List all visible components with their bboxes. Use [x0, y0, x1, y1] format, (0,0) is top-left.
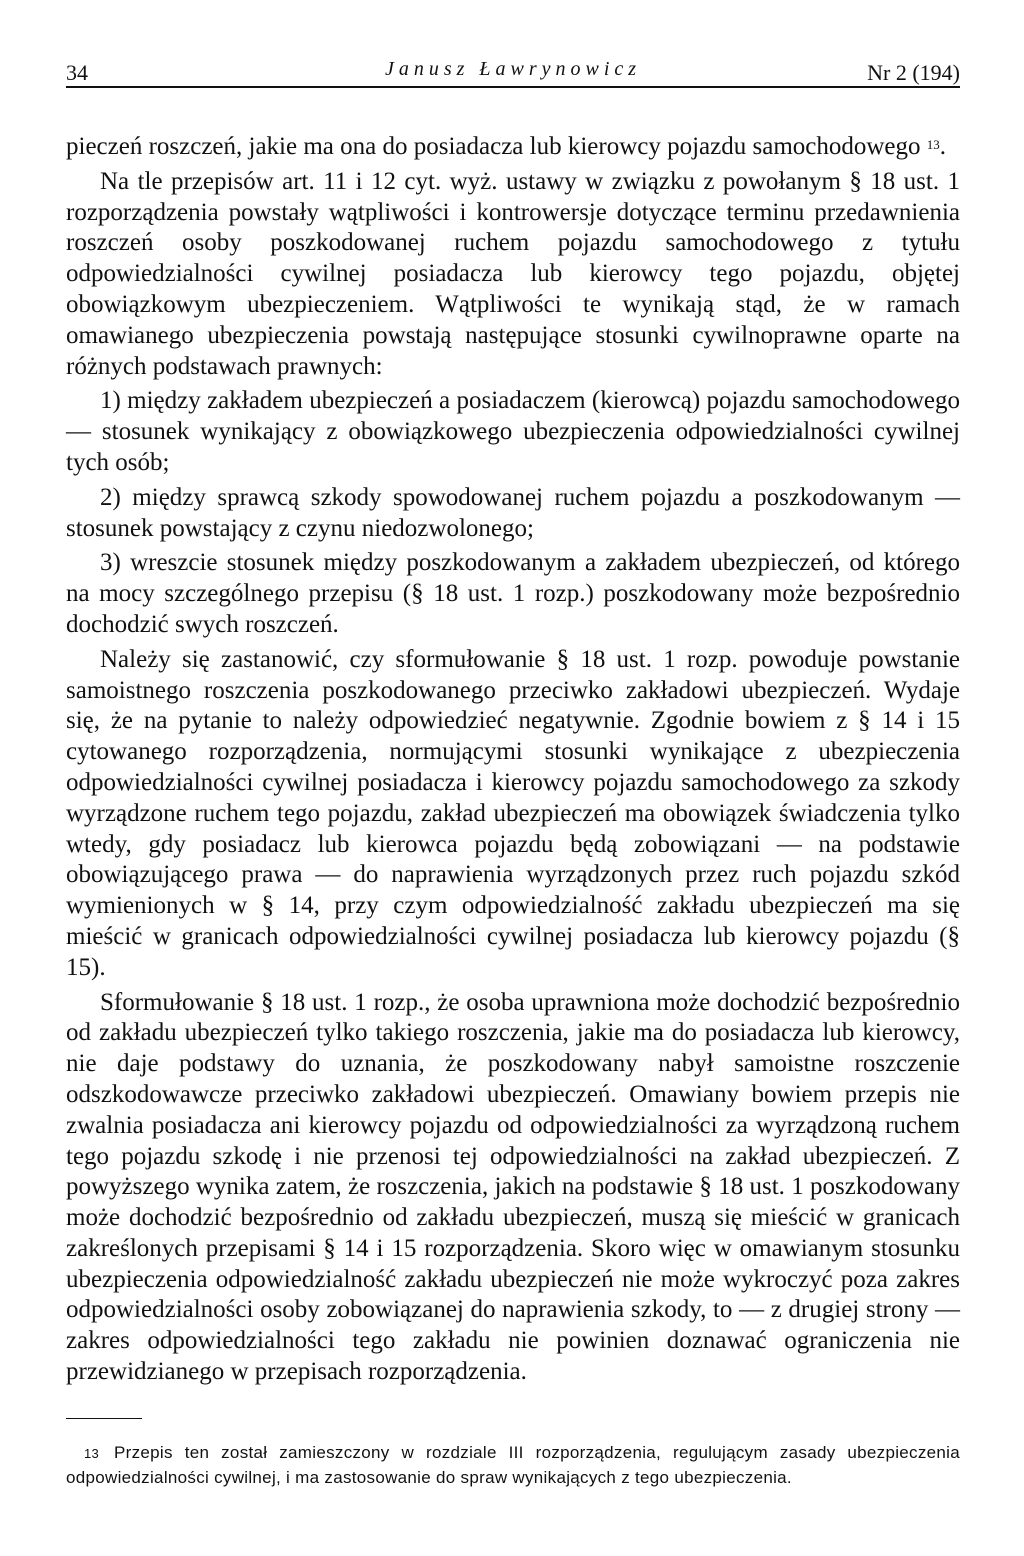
footnote — [66, 1441, 960, 1490]
paragraph: Na tle przepisów art. 11 i 12 cyt. wyż. ustawy w związku z powołanym § 18 ust. 1 rozporządzenia powstały wątpliwości i kontrowersje dotyczące terminu przedawnienia roszczeń osoby poszkodowanej ruchem pojazdu samochodowego z tytułu odpowiedzialności cywilnej posiadacza lub kierowcy tego pojazdu, objętej obowiązkowym ubezpieczeniem. Wątpliwości te wynikają stąd, że w ramach omawianego ubezpieczenia powstają następujące stosunki cywilnoprawne oparte na różnych podstawach prawnych: — [66, 167, 960, 380]
paragraph: Sformułowanie § 18 ust. 1 rozp., że osoba uprawniona może dochodzić bezpośrednio od zakładu ubezpieczeń tylko takiego roszczenia, jakie ma do posiadacza lub kierowcy, nie daje podstawy do uznania, że poszkodowany nabył samoistne roszczenie odszkodowawcze przeciwko zakładowi ubezpieczeń. Omawiany bowiem przepis nie zwalnia posiadacza ani kierowcy pojazdu od odpowiedzialności za wyrządzoną ruchem tego pojazdu szkodę i nie przenosi tej odpowiedzialności na zakład ubezpieczeń. Z powyższego wynika zatem, że roszczenia, jakich na podstawie § 18 ust. 1 poszkodowany może dochodzić bezpośrednio od zakładu ubezpieczeń, muszą się mieścić w granicach zakreślonych przepisami § 14 i 15 rozporządzenia. Skoro więc w omawianym stosunku ubezpieczenia odpowiedzialność zakładu ubezpieczeń nie może wykroczyć poza zakres odpowiedzialności osoby zobowiązanej do naprawienia szkody, to — z drugiej strony — zakres odpowiedzialności tego zakładu nie powinien doznawać ograniczenia nie przewidzianego w przepisach rozporządzenia. — [66, 988, 960, 1386]
paragraph: Należy się zastanowić, czy sformułowanie § 18 ust. 1 rozp. powoduje powstanie samoistnego roszczenia poszkodowanego przeciwko zakładowi ubezpieczeń. Wydaje się, że na pytanie to należy odpowiedzieć negatywnie. Zgodnie bowiem z § 14 i 15 cytowanego rozporządzenia, normującymi stosunki wynikające z ubezpieczenia odpowiedzialności cywilnej posiadacza i kierowcy pojazdu samochodowego za szkody wyrządzone ruchem tego pojazdu, zakład ubezpieczeń ma obowiązek świadczenia tylko wtedy, gdy posiadacz lub kierowca pojazdu będą zobowiązani — na podstawie obowiązującego prawa — do naprawienia wyrządzonych przez ruch pojazdu szkód wymienionych w § 14, przy czym odpowiedzialność zakładu ubezpieczeń ma się mieścić w granicach odpowiedzialności cywilnej posiadacza lub kierowcy pojazdu (§ 15). — [66, 645, 960, 981]
running-header — [66, 50, 960, 88]
footnote-reference: 13 — [926, 137, 940, 152]
body-text — [66, 132, 960, 1388]
document-page — [66, 50, 960, 1490]
list-item: 2) między sprawcą szkody spowodowanej ruchem pojazdu a poszkodowanym — stosunek powstający z czynu niedozwolonego; — [66, 483, 960, 542]
footnotes — [66, 1441, 960, 1490]
issue-number: Nr 2 (194) — [867, 60, 960, 85]
running-author: Janusz Ławrynowicz — [384, 58, 642, 80]
paragraph-text: pieczeń roszczeń, jakie ma ona do posiadacza lub kierowcy pojazdu samochodowego — [66, 133, 921, 160]
footnote-divider — [66, 1418, 142, 1419]
paragraph-continuation — [66, 132, 960, 163]
footnote-mark: 13 — [84, 1445, 100, 1461]
page-number: 34 — [66, 60, 88, 85]
paragraph-punctuation: . — [939, 133, 947, 160]
list-item: 3) wreszcie stosunek między poszkodowanym a zakładem ubezpieczeń, od którego na mocy szczególnego przepisu (§ 18 ust. 1 rozp.) poszkodowany może bezpośrednio dochodzić swych roszczeń. — [66, 549, 960, 638]
footnote-text: Przepis ten został zamieszczony w rozdziale III rozporządzenia, regulującym zasady ubezpieczenia odpowiedzialności cywilnej, i ma zastosowanie do spraw wynikających z tego ubezpieczenia. — [66, 1442, 960, 1487]
list-item: 1) między zakładem ubezpieczeń a posiadaczem (kierowcą) pojazdu samochodowego — stosunek wynikający z obowiązkowego ubezpieczenia odpowiedzialności cywilnej tych osób; — [66, 387, 960, 476]
